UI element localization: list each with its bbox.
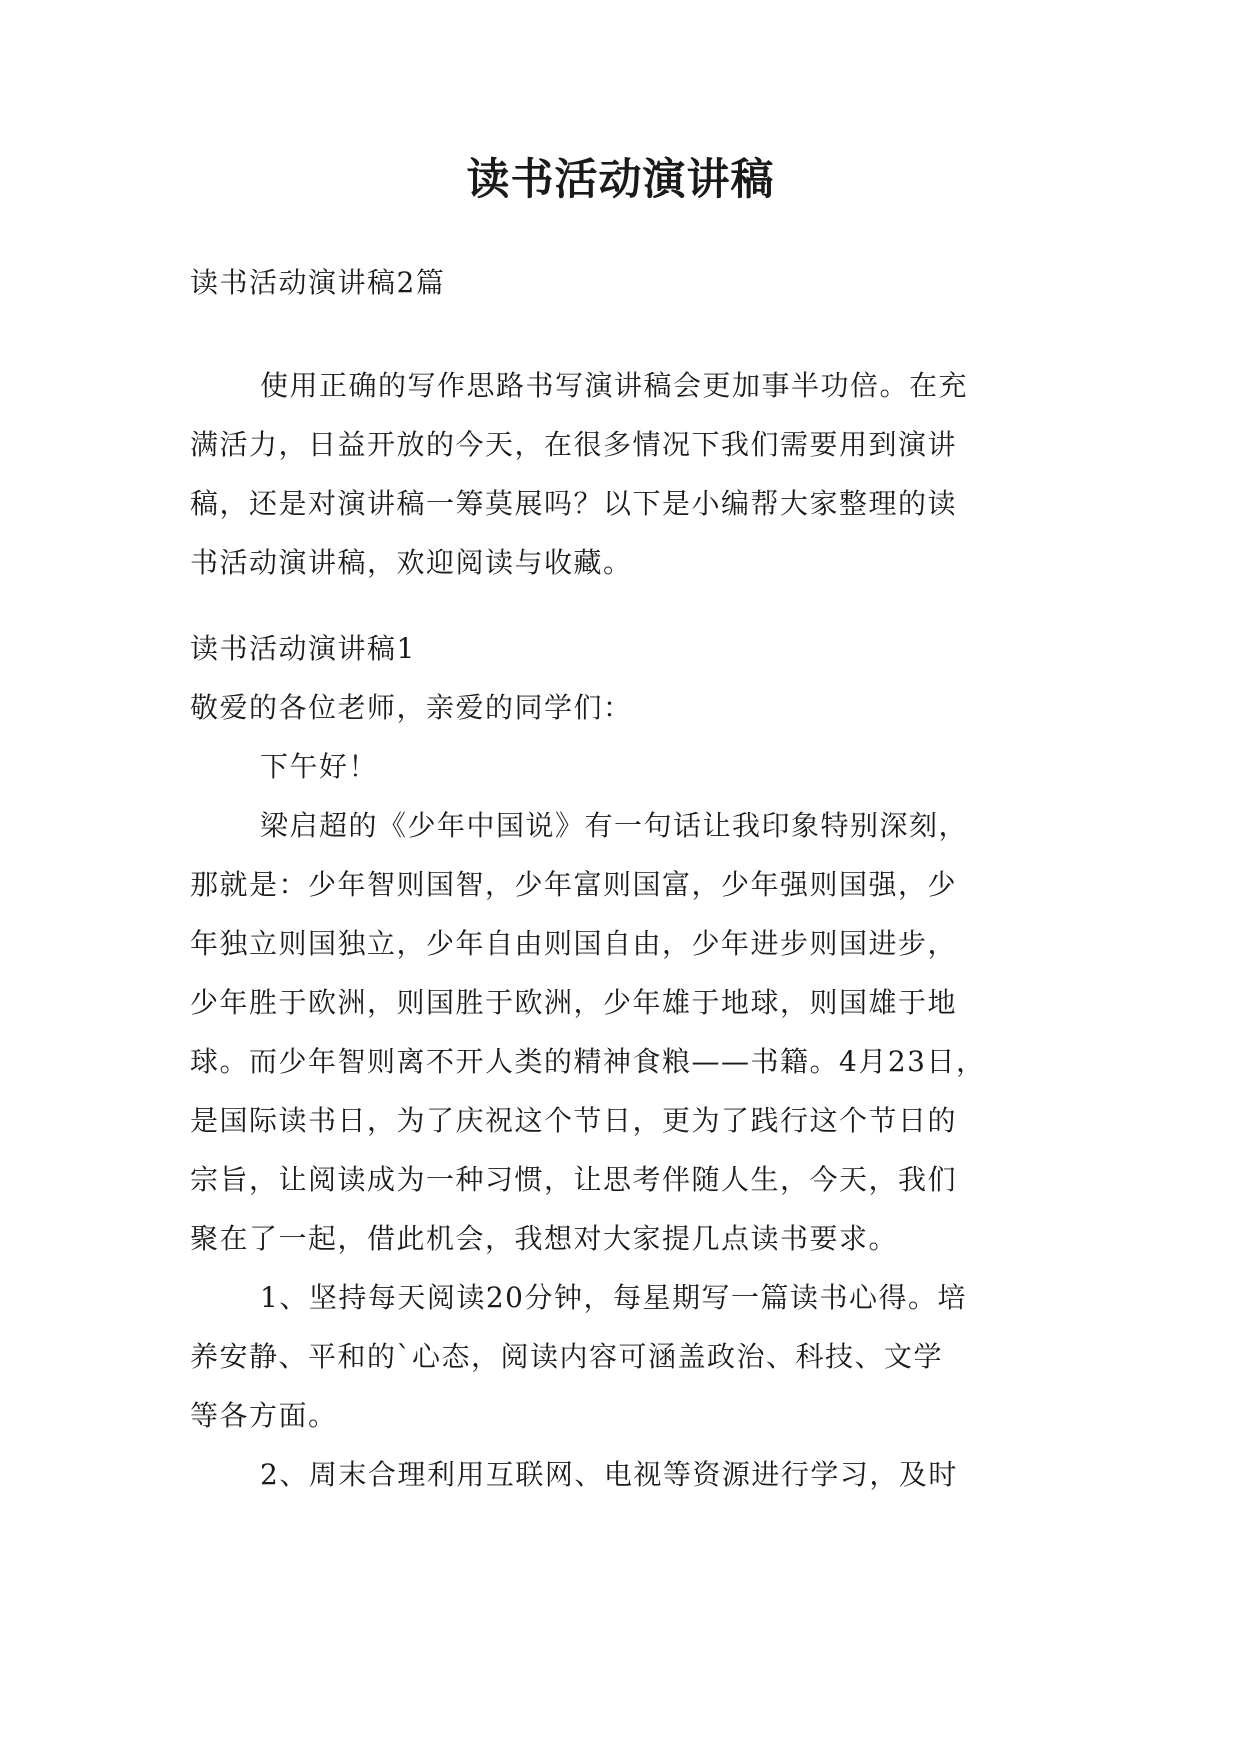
speech-section <box>190 619 1050 1504</box>
paragraph-line: 满活力，日益开放的今天，在很多情况下我们需要用到演讲 <box>190 428 958 461</box>
intro-paragraph <box>190 356 1050 592</box>
document-title: 读书活动演讲稿 <box>466 155 775 205</box>
paragraph-line: 稿，还是对演讲稿一筹莫展吗？以下是小编帮大家整理的读 <box>190 487 958 520</box>
salutation-line: 下午好！ <box>260 750 379 783</box>
document-subtitle: 读书活动演讲稿2篇 <box>190 266 446 299</box>
paragraph-line: 是国际读书日，为了庆祝这个节日，更为了践行这个节日的 <box>190 1104 958 1137</box>
section-heading: 读书活动演讲稿1 <box>190 632 416 665</box>
list-item-line: 养安静、平和的`心态，阅读内容可涵盖政治、科技、文学 <box>190 1340 944 1373</box>
document-subtitle-block <box>190 253 1050 312</box>
paragraph-line: 书活动演讲稿，欢迎阅读与收藏。 <box>190 546 633 579</box>
paragraph-line: 球。而少年智则离不开人类的精神食粮——书籍。4月23日， <box>190 1045 986 1078</box>
list-item-line: 1、坚持每天阅读20分钟，每星期写一篇读书心得。培 <box>260 1281 967 1314</box>
paragraph-line: 年独立则国独立，少年自由则国自由，少年进步则国进步， <box>190 927 958 960</box>
list-item-line: 2、周末合理利用互联网、电视等资源进行学习，及时 <box>260 1458 958 1491</box>
paragraph-line: 少年胜于欧洲，则国胜于欧洲，少年雄于地球，则国雄于地 <box>190 986 958 1019</box>
paragraph-line: 宗旨，让阅读成为一种习惯，让思考伴随人生，今天，我们 <box>190 1163 958 1196</box>
paragraph-line: 那就是：少年智则国智，少年富则国富，少年强则国强，少 <box>190 868 958 901</box>
paragraph-line: 聚在了一起，借此机会，我想对大家提几点读书要求。 <box>190 1222 899 1255</box>
paragraph-line: 梁启超的《少年中国说》有一句话让我印象特别深刻， <box>260 809 969 842</box>
list-item-line: 等各方面。 <box>190 1399 338 1432</box>
paragraph-line: 使用正确的写作思路书写演讲稿会更加事半功倍。在充 <box>260 369 969 402</box>
greeting-line: 敬爱的各位老师，亲爱的同学们： <box>190 691 633 724</box>
